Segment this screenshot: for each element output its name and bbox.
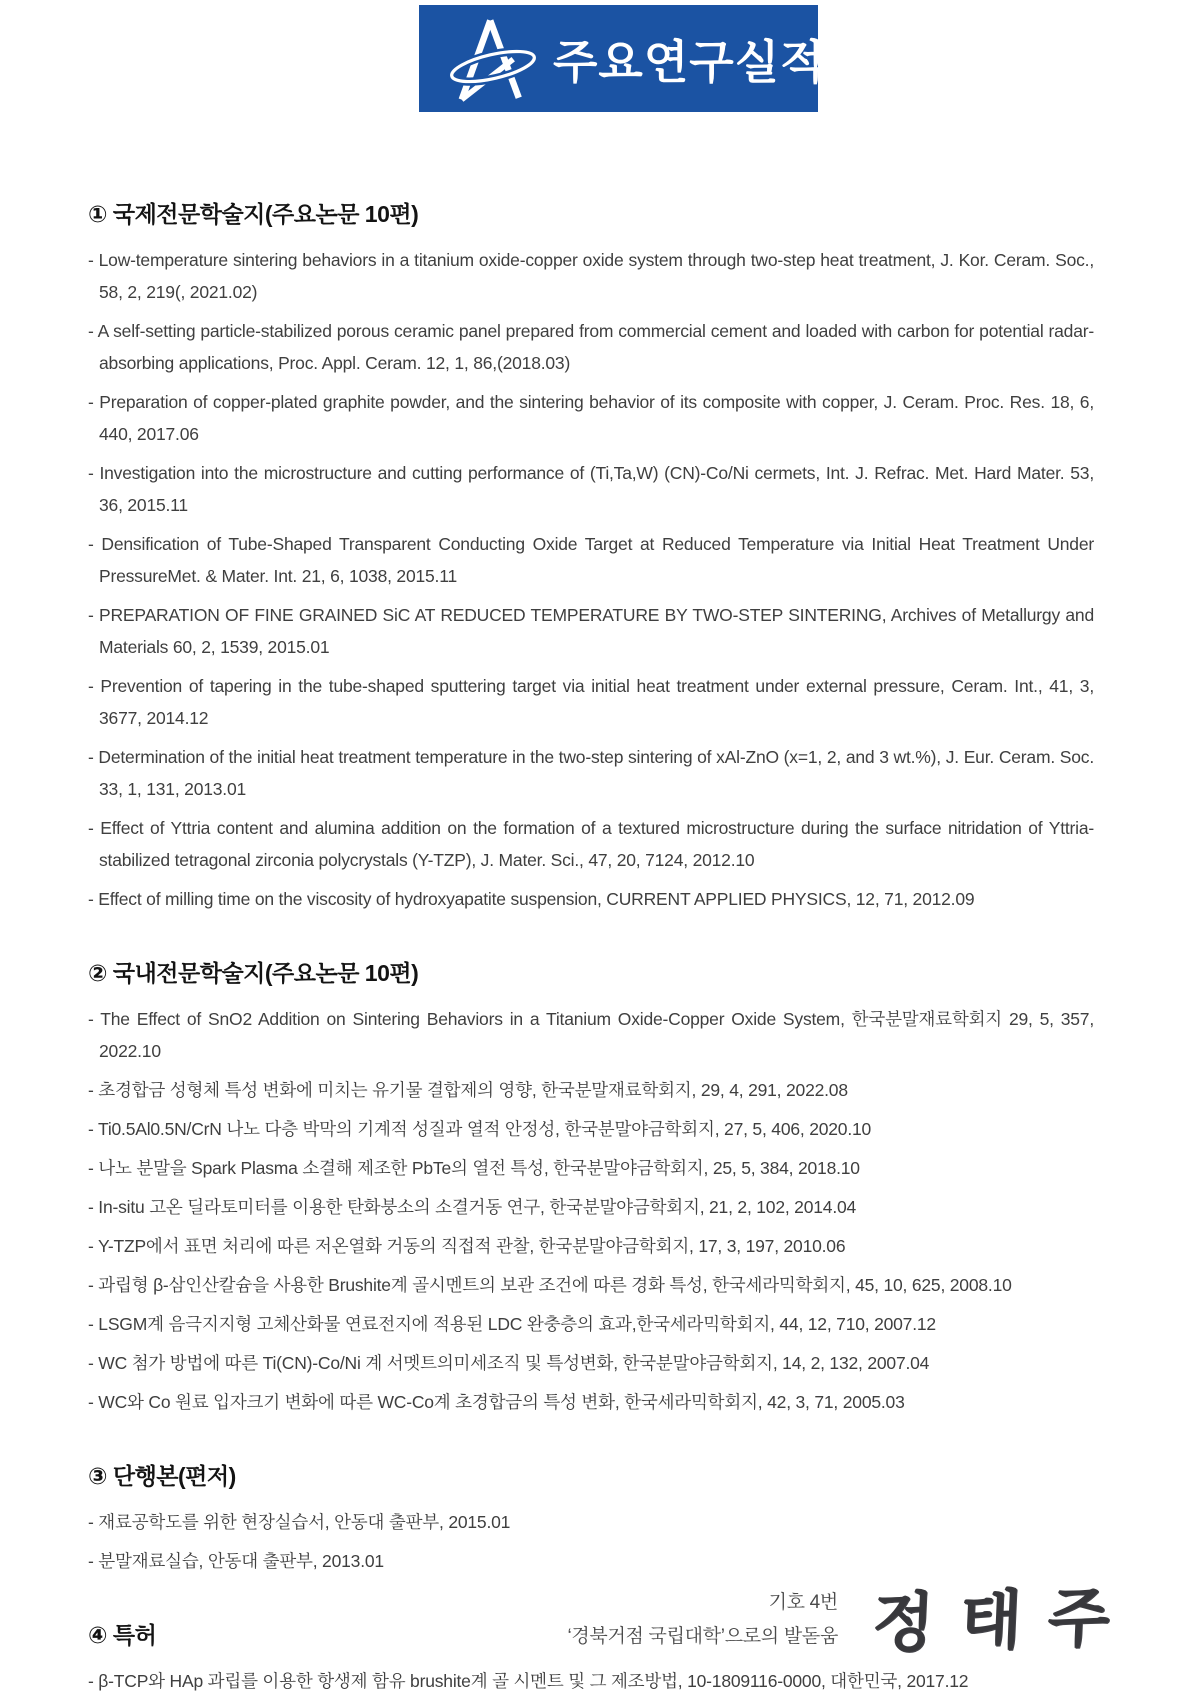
section-heading: ③ 단행본(편저) xyxy=(88,1463,236,1489)
footer xyxy=(567,1572,1140,1668)
publication-item: - WC와 Co 원료 입자크기 변화에 따른 WC-Co계 초경합금의 특성 변화, 한국세라믹학회지, 42, 3, 71, 2005.03 xyxy=(88,1392,905,1412)
publication-list xyxy=(88,1506,1094,1577)
section-heading: ② 국내전문학술지(주요논문 10편) xyxy=(88,960,419,986)
title-banner xyxy=(419,5,826,112)
publication-item: - 재료공학도를 위한 현장실습서, 안동대 출판부, 2015.01 xyxy=(88,1512,511,1532)
publication-item: - 나노 분말을 Spark Plasma 소결해 제조한 PbTe의 열전 특성, 한국분말야금학회지, 25, 5, 384, 2018.10 xyxy=(88,1158,860,1178)
publication-item: - In-situ 고온 딜라토미터를 이용한 탄화붕소의 소결거동 연구, 한국분말야금학회지, 21, 2, 102, 2014.04 xyxy=(88,1197,857,1217)
publication-item: - LSGM계 음극지지형 고체산화물 연료전지에 적용된 LDC 완충층의 효과,한국세라믹학회지, 44, 12, 710, 2007.12 xyxy=(88,1314,936,1334)
publication-item: - Investigation into the microstructure and cutting performance of (Ti,Ta,W) (CN)-Co/Ni cermets, Int. J. Refrac. Met. Hard Mater. 53, 36, 2015.11 xyxy=(88,463,1094,515)
publication-list xyxy=(88,1003,1094,1418)
publication-item: - The Effect of SnO2 Addition on Sintering Behaviors in a Titanium Oxide-Copper Oxide System, 한국분말재료학회지 29, 5, 357, 2022.10 xyxy=(88,1009,1094,1061)
publication-item: - 과립형 β-삼인산칼슘을 사용한 Brushite계 골시멘트의 보관 조건에 따른 경화 특성, 한국세라믹학회지, 45, 10, 625, 2008.10 xyxy=(88,1275,1012,1295)
university-star-orbit-logo-icon xyxy=(441,15,545,107)
page-title: 주요연구실적 xyxy=(553,35,826,88)
section-domestic-journals xyxy=(88,955,1094,1418)
publication-item: - Effect of Yttria content and alumina addition on the formation of a textured microstructure during the surface nitridation of Yttria-stabilized tetragonal zirconia polycrystals (Y-TZP), J. Mater. Sci., 47, 20, 7124, 2012.10 xyxy=(88,818,1094,870)
publication-item: - PREPARATION OF FINE GRAINED SiC AT REDUCED TEMPERATURE BY TWO-STEP SINTERING, Archives of Metallurgy and Materials 60, 2, 1539, 2015.01 xyxy=(88,605,1094,657)
publication-item: - Densification of Tube-Shaped Transparent Conducting Oxide Target at Reduced Temperature via Initial Heat Treatment Under PressureMet. & Mater. Int. 21, 6, 1038, 2015.11 xyxy=(88,534,1094,586)
publication-item: - Ti0.5Al0.5N/CrN 나노 다층 박막의 기계적 성질과 열적 안정성, 한국분말야금학회지, 27, 5, 406, 2020.10 xyxy=(88,1119,872,1139)
signature: 정태주 xyxy=(870,1580,1138,1660)
section-heading: ④ 특허 xyxy=(88,1622,157,1648)
publication-item: - β-TCP와 HAp 과립를 이용한 항생제 함유 brushite계 골 시멘트 및 그 제조방법, 10-1809116-0000, 대한민국, 2017.12 xyxy=(88,1671,969,1691)
publication-item: - Prevention of tapering in the tube-shaped sputtering target via initial heat treatment under external pressure, Ceram. Int., 41, 3, 3677, 2014.12 xyxy=(88,676,1094,728)
publication-item: - 초경합금 성형체 특성 변화에 미치는 유기물 결합제의 영향, 한국분말재료학회지, 29, 4, 291, 2022.08 xyxy=(88,1080,848,1100)
campaign-slogan: ‘경북거점 국립대학’으로의 발돋움 xyxy=(567,1626,838,1647)
publication-item: - WC 첨가 방법에 따른 Ti(CN)-Co/Ni 계 서멧트의미세조직 및 특성변화, 한국분말야금학회지, 14, 2, 132, 2007.04 xyxy=(88,1353,930,1373)
section-books xyxy=(88,1458,1094,1577)
footer-text xyxy=(567,1586,838,1654)
document-content xyxy=(0,196,1200,1704)
publication-item: - Preparation of copper-plated graphite powder, and the sintering behavior of its composite with copper, J. Ceram. Proc. Res. 18, 6, 440, 2017.06 xyxy=(88,392,1094,444)
section-heading: ① 국제전문학술지(주요논문 10편) xyxy=(88,201,419,227)
publication-item: - Low-temperature sintering behaviors in a titanium oxide-copper oxide system through two-step heat treatment, J. Kor. Ceram. Soc., 58, 2, 219(, 2021.02) xyxy=(88,250,1094,302)
publication-item: - Effect of milling time on the viscosity of hydroxyapatite suspension, CURRENT APPLIED PHYSICS, 12, 71, 2012.09 xyxy=(88,889,975,909)
section-international-journals xyxy=(88,196,1094,915)
publication-list xyxy=(88,1665,1094,1697)
ballot-number: 기호 4번 xyxy=(768,1592,838,1613)
publication-list xyxy=(88,244,1094,915)
publication-item: - 분말재료실습, 안동대 출판부, 2013.01 xyxy=(88,1551,384,1571)
publication-item: - Y-TZP에서 표면 처리에 따른 저온열화 거동의 직접적 관찰, 한국분말야금학회지, 17, 3, 197, 2010.06 xyxy=(88,1236,846,1256)
publication-item: - Determination of the initial heat treatment temperature in the two-step sintering of xAl-ZnO (x=1, 2, and 3 wt.%), J. Eur. Ceram. Soc. 33, 1, 131, 2013.01 xyxy=(88,747,1094,799)
publication-item: - A self-setting particle-stabilized porous ceramic panel prepared from commercial cement and loaded with carbon for potential radar-absorbing applications, Proc. Appl. Ceram. 12, 1, 86,(2018.03) xyxy=(88,321,1094,373)
